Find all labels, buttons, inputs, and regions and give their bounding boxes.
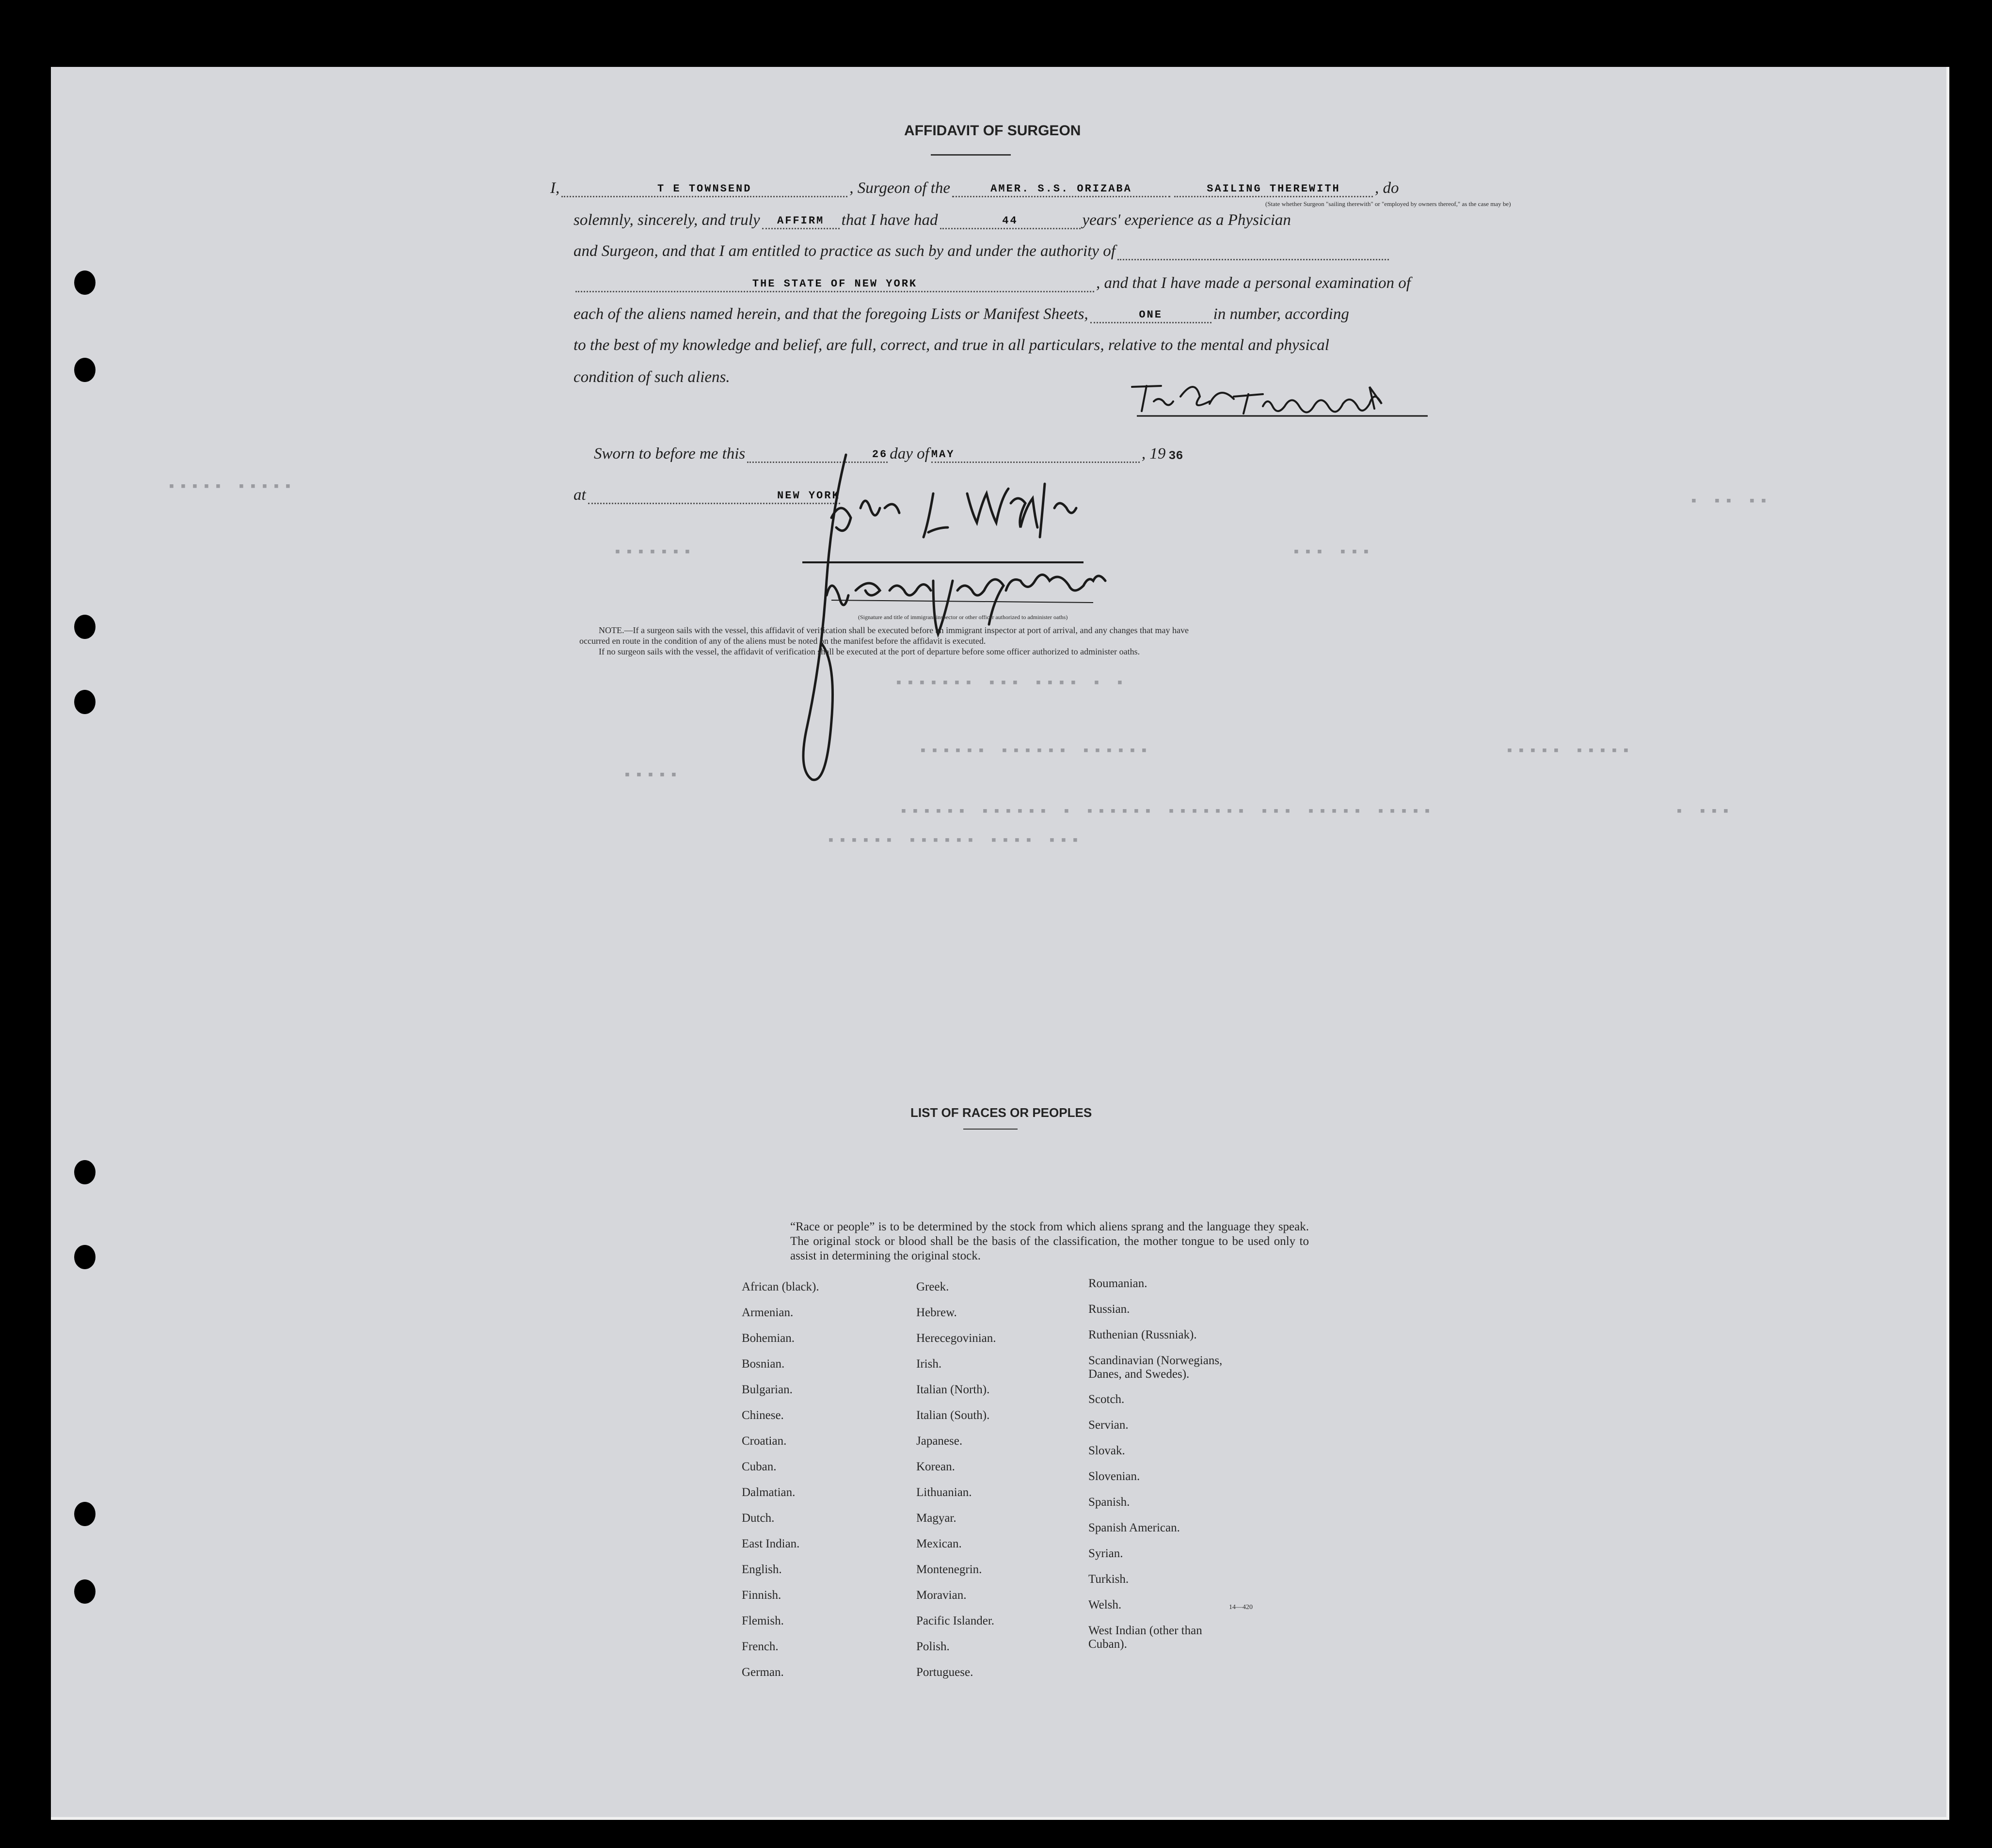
race-item: Scotch.	[1088, 1393, 1125, 1406]
text-at: at	[574, 486, 586, 504]
punch-hole	[74, 1160, 96, 1184]
text-do: , do	[1375, 179, 1399, 197]
race-item: Italian (South).	[916, 1409, 990, 1422]
punch-hole	[74, 615, 96, 639]
form-number: 14—420	[1229, 1604, 1253, 1611]
text-each-aliens: each of the aliens named herein, and that the foregoing Lists or Manifest Sheets,	[574, 305, 1088, 323]
sworn-day-field: 26	[747, 448, 888, 463]
race-item: East Indian.	[742, 1537, 800, 1550]
text-solemnly: solemnly, sincerely, and truly	[574, 211, 760, 229]
race-item: Russian.	[1088, 1303, 1130, 1316]
oath-type-field: AFFIRM	[762, 215, 840, 229]
text-in-number: in number, according	[1213, 305, 1349, 323]
race-item: Dalmatian.	[742, 1486, 796, 1499]
race-item: Magyar.	[916, 1512, 956, 1525]
race-item: Slovenian.	[1088, 1470, 1140, 1483]
text-years-exp: years' experience as a Physician	[1082, 211, 1291, 229]
affidavit-line-6	[574, 336, 1329, 354]
affidavit-note-3: If no surgeon sails with the vessel, the affidavit of verification shall be executed at the port of departure before some officer authorized to administer oaths.	[599, 647, 1140, 656]
race-item: Slovak.	[1088, 1444, 1125, 1457]
race-item: Montenegrin.	[916, 1563, 982, 1576]
race-item: Roumanian.	[1088, 1277, 1147, 1290]
race-item: Croatian.	[742, 1434, 787, 1448]
race-item: English.	[742, 1563, 782, 1576]
affidavit-note-2: occurred en route in the condition of any of the aliens must be noted on the manifest before the affidavit is executed.	[579, 636, 986, 646]
affidavit-line-3	[574, 242, 1391, 260]
sworn-year-field: 36	[1168, 449, 1183, 463]
race-item: Bulgarian.	[742, 1383, 793, 1396]
punch-hole	[74, 358, 96, 382]
punch-hole	[74, 1245, 96, 1269]
race-item: Pacific Islander.	[916, 1614, 995, 1627]
affidavit-line-2	[574, 211, 1291, 229]
race-item: Syrian.	[1088, 1547, 1123, 1560]
race-item: Flemish.	[742, 1614, 784, 1627]
races-column-1	[742, 1280, 819, 1691]
race-item: Spanish.	[1088, 1496, 1130, 1509]
races-column-3	[1088, 1277, 1234, 1663]
races-intro: “Race or people” is to be determined by the stock from which aliens sprang and the language they speak. The original stock or blood shall be the basis of the classification, the mother tongue to be used only to assist in determining the original stock.	[790, 1220, 1309, 1262]
sworn-place-field: NEW YORK	[588, 490, 840, 504]
race-item: Cuban.	[742, 1460, 777, 1473]
text-line-6: to the best of my knowledge and belief, are full, correct, and true in all particulars, relative to the mental and physical	[574, 336, 1329, 354]
race-item: Spanish American.	[1088, 1521, 1180, 1534]
affidavit-title: AFFIDAVIT OF SURGEON	[904, 123, 1081, 139]
race-item: Chinese.	[742, 1409, 784, 1422]
sworn-month-field: MAY	[931, 448, 1140, 463]
punch-hole	[74, 1579, 96, 1604]
race-item: French.	[742, 1640, 779, 1653]
race-item: Italian (North).	[916, 1383, 990, 1396]
race-item: Lithuanian.	[916, 1486, 972, 1499]
race-item: Moravian.	[916, 1589, 967, 1602]
race-item: Herecegovinian.	[916, 1332, 996, 1345]
document-page: ▪▪▪▪▪ ▪▪▪▪▪ ▪▪▪▪▪▪▪ ▪▪▪ ▪▪▪ ▪ ▪▪ ▪▪ ▪▪▪▪▪▪▪ ▪▪▪ ▪▪▪▪ ▪ ▪ ▪▪▪▪▪▪ ▪▪▪▪▪▪ ▪▪▪▪▪▪ ▪▪▪▪▪ ▪▪▪▪▪▪ ▪▪▪▪▪▪ ▪ ▪▪▪▪▪▪ ▪▪▪▪▪▪▪ ▪▪▪ ▪▪▪▪▪ ▪▪▪▪▪ ▪▪▪▪▪▪ ▪▪▪▪▪▪ ▪▪▪▪ ▪▪▪ ▪ ▪▪▪ ▪▪▪▪▪ ▪▪▪▪▪ AFFIDAVIT OF SURGEON I, T E TOWNSEND , Surgeon of the AMER. S.S. ORIZABA SAILING THEREWITH , do (State whether Surgeon "sailing therewith" or "employed by owners thereof," as the case may be) solemnly, sincerely, and truly AFFIRM that I have had 44 years' experience as a Physician and Surgeon, and that I am entitled to practice as such by and under the authority of THE STATE OF NEW YORK , and that I have made a personal examination of each of the aliens named herein, and that the foregoing Lists or Manifest Sheets, ONE in number, according to the best of my knowledge and belief, are full, correct, and true in all particulars, relative to the mental and physical condition of such aliens. Sworn to before me this 26 day of MAY , 19 36 at NEW YORK (Signature and title of immigrant inspector or other officer authorized to administer oaths) NOTE.—If a surgeon sails with the vessel, this affidavit of verification shall be executed before an immigrant inspector at port of arrival, and any changes that may have occurred en route in the condition of any of the aliens must be noted on the manifest before the affidavit is executed. If no surgeon sails with the vessel, the affidavit of verification shall be executed at the port of departure before some officer authorized to administer oaths. LIST OF RACES OR PEOPLES “Race or people” is to be determined by the stock from which aliens sprang and the language they speak. The original stock or blood shall be the basis of the classification, the mother tongue to be used only to assist in determining the original stock. African (black). Armenian. Bohemian. Bosnian. Bulgarian. Chinese. Croatian. Cuban. Dalmatian. Dutch. East Indian. English. Finnish. Flemish. French. German. Greek. Hebrew. Herecegovinian. Irish. Italian (North). Italian (South). Japanese. Korean. Lithuanian. Magyar. Mexican. Montenegrin. Moravian. Pacific Islander. Polish. Portuguese. Roumanian. Russian. Ruthenian (Russniak). Scandinavian (Norwegians, Danes, and Swedes). Scotch. Servian. Slovak. Slovenian. Spanish. Spanish American. Syrian. Turkish. Welsh. West Indian (other than Cuban). 14—420	[51, 67, 1949, 1820]
ship-name-field: AMER. S.S. ORIZABA	[952, 183, 1170, 197]
race-item: Dutch.	[742, 1512, 775, 1525]
races-title: LIST OF RACES OR PEOPLES	[910, 1105, 1092, 1120]
surgeon-signature	[1117, 367, 1457, 421]
punch-hole	[74, 271, 96, 295]
race-item: Greek.	[916, 1280, 949, 1293]
race-item: Scandinavian (Norwegians, Danes, and Swedes).	[1088, 1354, 1223, 1381]
race-item: Armenian.	[742, 1306, 794, 1319]
race-item: Servian.	[1088, 1418, 1129, 1432]
text-day-of: day of	[890, 445, 929, 462]
race-item: Portuguese.	[916, 1666, 973, 1679]
years-field: 44	[940, 215, 1081, 229]
sailing-status-field: SAILING THEREWITH	[1174, 183, 1373, 197]
race-item: German.	[742, 1666, 784, 1679]
signature-caption: (Signature and title of immigrant inspector or other officer authorized to administer oaths)	[858, 614, 1068, 621]
text-surgeon-of: , Surgeon of the	[849, 179, 950, 197]
affidavit-line-5	[574, 305, 1349, 323]
race-item: Japanese.	[916, 1434, 963, 1448]
surgeon-name-field: T E TOWNSEND	[561, 183, 847, 197]
authority-continuation-field	[1117, 258, 1389, 260]
punch-hole	[74, 1502, 96, 1526]
race-item: Turkish.	[1088, 1573, 1129, 1586]
text-line-3: and Surgeon, and that I am entitled to practice as such by and under the authority of	[574, 242, 1116, 260]
race-item: Hebrew.	[916, 1306, 957, 1319]
text-sworn: Sworn to before me this	[594, 445, 746, 462]
title-rule	[931, 154, 1011, 156]
race-item: African (black).	[742, 1280, 819, 1293]
authority-field: THE STATE OF NEW YORK	[575, 278, 1094, 292]
race-item: Finnish.	[742, 1589, 781, 1602]
race-item: Mexican.	[916, 1537, 962, 1550]
race-item: West Indian (other than Cuban).	[1088, 1624, 1202, 1651]
sheets-count-field: ONE	[1090, 309, 1211, 323]
punch-hole	[74, 690, 96, 714]
race-item: Welsh.	[1088, 1598, 1122, 1611]
text-that-had: that I have had	[841, 211, 938, 229]
race-item: Bosnian.	[742, 1357, 785, 1370]
text-19: , 19	[1141, 445, 1166, 462]
affidavit-line-1	[550, 179, 1399, 197]
race-item: Bohemian.	[742, 1332, 795, 1345]
races-title-rule	[963, 1129, 1018, 1130]
sailing-hint: (State whether Surgeon "sailing therewith" or "employed by owners thereof," as the case may be)	[1265, 200, 1511, 207]
race-item: Polish.	[916, 1640, 950, 1653]
affidavit-line-4	[574, 274, 1411, 292]
affidavit-line-7	[574, 368, 730, 386]
race-item: Ruthenian (Russniak).	[1088, 1328, 1197, 1341]
text-i: I,	[550, 179, 560, 197]
text-examination: , and that I have made a personal examination of	[1096, 274, 1411, 292]
races-column-2	[916, 1280, 996, 1691]
affidavit-note-1: NOTE.—If a surgeon sails with the vessel, this affidavit of verification shall be executed before an immigrant inspector at port of arrival, and any changes that may have	[599, 625, 1189, 635]
race-item: Korean.	[916, 1460, 955, 1473]
race-item: Irish.	[916, 1357, 942, 1370]
text-line-7: condition of such aliens.	[574, 368, 730, 386]
